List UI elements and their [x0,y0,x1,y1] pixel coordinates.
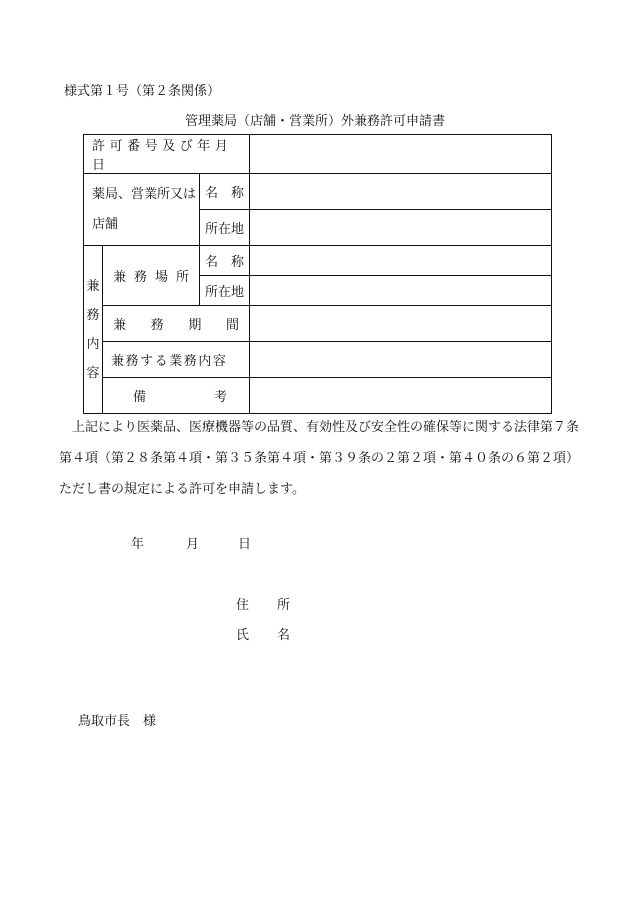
permit-number-field[interactable] [250,135,552,174]
concurrent-location-label [103,246,200,306]
addressee: 鳥取市長 様 [78,714,157,729]
label-char: 所 [175,270,189,285]
concurrent-location-address-field[interactable] [250,276,552,306]
concurrent-location-name-label: 名 称 [200,246,250,276]
label-char: 考 [214,390,228,405]
duty-content-label: 兼務する業務内容 [103,342,250,378]
label-char: 務 [133,270,147,285]
label-char: 所 [277,598,291,613]
concurrent-duty-char: 内 [86,336,100,352]
statement-text: 上記により医薬品、医療機器等の品質、有効性及び安全性の確保等に関する法律第７条第４項（第２８条第４項・第３５条第４項・第３９条の２第２項・第４０条の６第２項）ただし書の規定による許可を申請します。 [59,420,580,497]
label-char: 備 [133,390,147,405]
pharmacy-address-label: 所在地 [200,210,250,246]
label-char: 兼 [113,270,127,285]
concurrent-duty-char: 務 [86,307,100,323]
label-char: 場 [154,270,168,285]
date-year: 年 [131,537,145,552]
date-day: 日 [238,537,252,552]
concurrent-location-address-label: 所在地 [200,276,250,306]
date-month: 月 [186,537,200,552]
label-char: 名 [277,628,291,643]
permit-number-label: 許可番号及び年月日 [84,135,250,174]
pharmacy-name-row [84,174,552,210]
document-title: 管理薬局（店舗・営業所）外兼務許可申請書 [184,114,445,129]
duty-content-field[interactable] [250,342,552,378]
application-form-table [83,134,552,414]
concurrent-location-name-row [84,246,552,276]
concurrent-period-row [84,306,552,342]
pharmacy-label: 薬局、営業所又は店舗 [84,174,200,246]
label-char: 務 [150,318,164,333]
label-char: 間 [226,318,240,333]
concurrent-period-label [103,306,250,342]
pharmacy-address-field[interactable] [250,210,552,246]
concurrent-duty-label [84,246,103,414]
pharmacy-name-field[interactable] [250,174,552,210]
duty-content-row [84,342,552,378]
concurrent-period-field[interactable] [250,306,552,342]
concurrent-duty-char: 容 [86,365,100,381]
remarks-label [103,378,250,414]
label-char: 期 [188,318,202,333]
concurrent-location-name-field[interactable] [250,246,552,276]
applicant-address-label [236,594,290,613]
form-number: 様式第１号（第２条関係） [64,84,221,99]
label-char: 住 [236,598,250,613]
pharmacy-name-label: 名 称 [200,174,250,210]
application-statement [59,412,579,505]
remarks-field[interactable] [250,378,552,414]
label-char: 兼 [113,318,127,333]
concurrent-duty-char: 兼 [86,278,100,294]
applicant-name-label [236,624,290,643]
permit-number-row [84,135,552,174]
label-char: 氏 [236,628,250,643]
remarks-row [84,378,552,414]
